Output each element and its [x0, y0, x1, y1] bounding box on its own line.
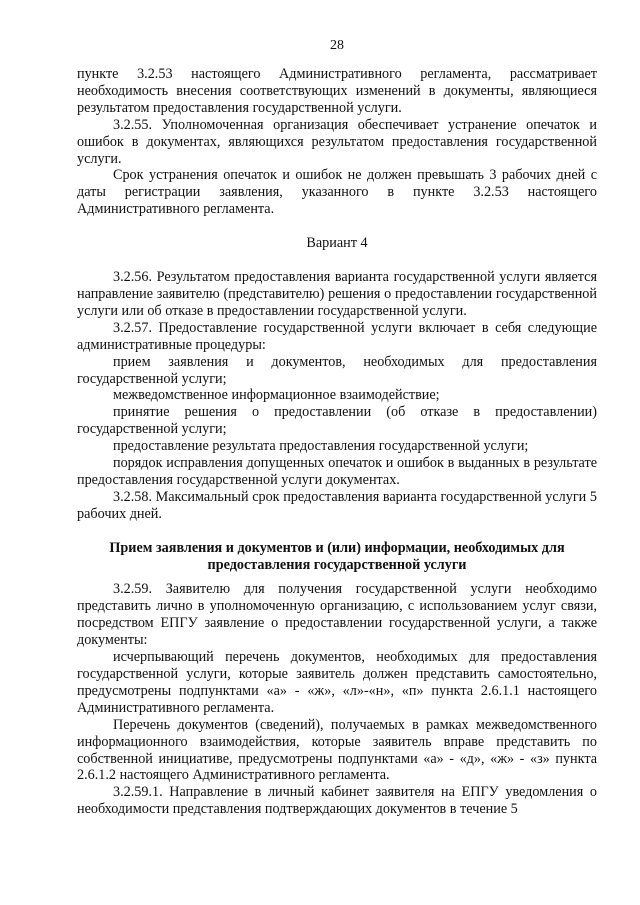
variant-heading: Вариант 4: [306, 235, 368, 252]
paragraph-3-2-56: 3.2.56. Результатом предоставления варианта государственной услуги является направление заявителю (представителю) решения о предоставлении государственной услуги или об отказе в предоставлении государственной услуги.: [77, 269, 597, 319]
procedure-item-decision: принятие решения о предоставлении (об отказе в предоставлении) государственной услуги;: [77, 404, 597, 438]
paragraph-3-2-59-1: 3.2.59.1. Направление в личный кабинет заявителя на ЕПГУ уведомления о необходимости представления подтверждающих документов в течение 5: [77, 784, 597, 818]
paragraph-required-documents: исчерпывающий перечень документов, необходимых для предоставления государственной услуги, которые заявитель должен представить самостоятельно, предусмотрены подпунктами «а» - «ж», «л»-«н», «п» пункта 2.6.1.1 настоящего Административного регламента.: [77, 649, 597, 716]
paragraph-continuation: пункте 3.2.53 настоящего Административного регламента, рассматривает необходимость внесения соответствующих изменений в документы, являющиеся результатом предоставления государственной услуги.: [77, 66, 597, 116]
document-body: [77, 66, 597, 818]
paragraph-3-2-55: 3.2.55. Уполномоченная организация обеспечивает устранение опечаток и ошибок в документах, являющихся результатом предоставления государственной услуги.: [77, 116, 597, 167]
paragraph-3-2-58: 3.2.58. Максимальный срок предоставления варианта государственной услуги 5 рабочих дней.: [77, 488, 597, 522]
paragraph-correction-term: Срок устранения опечаток и ошибок не должен превышать 3 рабочих дней с даты регистрации заявления, указанного в пункте 3.2.53 настоящего Административного регламента.: [77, 167, 597, 218]
procedure-item-interaction: межведомственное информационное взаимодействие;: [113, 387, 440, 404]
procedure-item-reception: прием заявления и документов, необходимых для предоставления государственной услуги;: [77, 353, 597, 387]
paragraph-interagency-documents: Перечень документов (сведений), получаемых в рамках межведомственного информационного взаимодействия, которые заявитель вправе представить по собственной инициативе, предусмотрены подпунктами «а» - «д», «ж» - «з» пункта 2.6.1.2 настоящего Административного регламента.: [77, 716, 597, 784]
paragraph-3-2-59: 3.2.59. Заявителю для получения государственной услуги необходимо представить лично в уполномоченную организацию, с использованием услуг связи, посредством ЕПГУ заявление о предоставлении государственной услуги, а также документы:: [77, 581, 597, 649]
paragraph-3-2-57: 3.2.57. Предоставление государственной услуги включает в себя следующие административные процедуры:: [77, 319, 597, 353]
procedure-item-result: предоставление результата предоставления государственной услуги;: [113, 438, 529, 455]
page-number: 28: [330, 38, 344, 53]
section-heading: Прием заявления и документов и (или) информации, необходимых для предоставления государственной услуги: [109, 539, 565, 573]
procedure-item-correction: порядок исправления допущенных опечаток и ошибок в выданных в результате предоставления государственной услуги документах.: [77, 455, 597, 488]
